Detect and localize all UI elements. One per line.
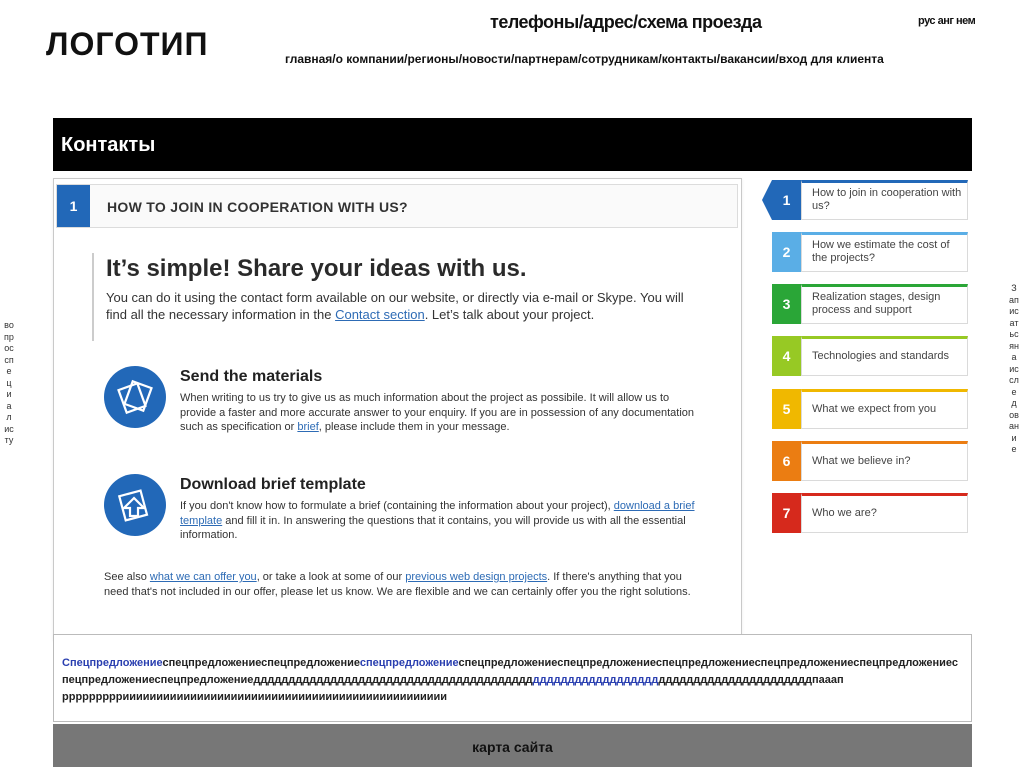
nav-separator: / bbox=[458, 52, 463, 66]
send-materials-text: When writing to us try to give us as much information about the project as possibile. It will allow us to provide a faster and more accurate answer to your enquiry. If you are in possession of any documentation such as specification or brief, please include them in your message. bbox=[180, 392, 695, 433]
contact-section-link[interactable]: Contact section bbox=[335, 307, 425, 322]
nav-separator: / bbox=[716, 52, 721, 66]
nav-item[interactable]: новости bbox=[462, 52, 511, 66]
nav-separator: / bbox=[658, 52, 662, 66]
step-number: 7 bbox=[772, 493, 801, 533]
sitemap-link[interactable]: карта сайта bbox=[53, 724, 972, 767]
signup-research-link[interactable]: Записатьсянаисследование bbox=[1009, 283, 1019, 454]
step-label: What we expect from you bbox=[801, 389, 968, 429]
download-document-icon bbox=[104, 474, 166, 536]
step-label: How we estimate the cost of the projects? bbox=[801, 232, 968, 272]
nav-separator: / bbox=[332, 52, 336, 66]
special-offer-link[interactable]: Спецпредложение bbox=[62, 657, 163, 669]
step-item[interactable] bbox=[762, 180, 968, 220]
step-item[interactable] bbox=[772, 441, 968, 481]
offer-link[interactable]: what we can offer you bbox=[149, 571, 257, 583]
page-title: Контакты bbox=[53, 118, 972, 171]
logo[interactable]: ЛОГОТИП bbox=[46, 26, 209, 62]
language-switcher[interactable]: рус анг нем bbox=[918, 15, 976, 27]
nav-separator: / bbox=[510, 52, 515, 66]
contacts-link[interactable]: телефоны/адрес/схема проезда bbox=[490, 12, 762, 32]
step-number: 5 bbox=[772, 389, 801, 429]
nav-separator: / bbox=[775, 52, 779, 66]
step-item[interactable] bbox=[772, 493, 968, 533]
step-title: HOW TO JOIN IN COOPERATION WITH US? bbox=[107, 199, 408, 215]
step-number: 1 bbox=[57, 185, 90, 227]
send-materials-title: Send the materials bbox=[180, 368, 323, 385]
step-item[interactable] bbox=[772, 389, 968, 429]
step-header bbox=[56, 184, 738, 228]
headline: It’s simple! Share your ideas with us. bbox=[106, 255, 527, 282]
step-number: 3 bbox=[772, 284, 801, 324]
special-offers: Спецпредложениеспецпредложениеспецпредложениеспецпредложениеспецпредложениеспецпредложениеспецпредложениеспецпредложениеспецпредложениеспецпредложениеспецпредложениеддддддддддддддддддддддддддддддддддддддддддддддддддддддддддддддддддддддддддддддддпааап рррррррррииииииииииииииииииииииииииииииииииииииииииииииии bbox=[53, 634, 972, 722]
download-brief-link[interactable]: download a brief template bbox=[180, 500, 695, 527]
documents-icon bbox=[104, 366, 166, 428]
step-number: 6 bbox=[772, 441, 801, 481]
nav-item[interactable]: контакты bbox=[661, 52, 717, 66]
step-item[interactable] bbox=[772, 336, 968, 376]
nav-item[interactable]: регионы bbox=[407, 52, 459, 66]
step-label: Realization stages, design process and support bbox=[801, 284, 968, 324]
ask-specialist-link[interactable]: вопросспециалисту bbox=[4, 320, 14, 445]
nav-item[interactable]: вход для клиента bbox=[778, 52, 884, 66]
see-also-text: See also what we can offer you, or take a look at some of our previous web design projects. If there's anything that you need that's not included in our offer, please let us know. We are flexible and we can certainly offer you the right solutions. bbox=[104, 571, 691, 598]
step-number: 4 bbox=[772, 336, 801, 376]
intro-text: You can do it using the contact form available on our website, or directly via e-mail or Skype. You will find all the necessary information in the Contact section. Let’s talk about your project. bbox=[106, 290, 684, 322]
step-number: 2 bbox=[772, 232, 801, 272]
step-item[interactable] bbox=[772, 284, 968, 324]
nav-separator: / bbox=[404, 52, 408, 66]
step-item[interactable] bbox=[772, 232, 968, 272]
active-arrow bbox=[762, 180, 772, 220]
nav-item[interactable]: партнерам bbox=[514, 52, 579, 66]
nav-item[interactable]: сотрудникам bbox=[581, 52, 659, 66]
step-number: 1 bbox=[772, 180, 801, 220]
quote-bar bbox=[92, 253, 94, 341]
step-label: How to join in cooperation with us? bbox=[801, 180, 968, 220]
brief-link[interactable]: brief bbox=[297, 421, 319, 433]
nav-item[interactable]: о компании bbox=[335, 52, 405, 66]
download-brief-text: If you don't know how to formulate a brief (containing the information about your project), download a brief template and fill it in. In answering the questions that it contains, you will provide us with all the essential information. bbox=[180, 500, 695, 541]
projects-link[interactable]: previous web design projects bbox=[405, 571, 548, 583]
main-nav bbox=[285, 52, 884, 66]
nav-item[interactable]: главная bbox=[285, 52, 333, 66]
nav-item[interactable]: вакансии bbox=[720, 52, 776, 66]
nav-separator: / bbox=[578, 52, 582, 66]
content-panel bbox=[53, 178, 742, 640]
step-label: What we believe in? bbox=[801, 441, 968, 481]
step-label: Technologies and standards bbox=[801, 336, 968, 376]
step-label: Who we are? bbox=[801, 493, 968, 533]
download-brief-title: Download brief template bbox=[180, 476, 366, 493]
